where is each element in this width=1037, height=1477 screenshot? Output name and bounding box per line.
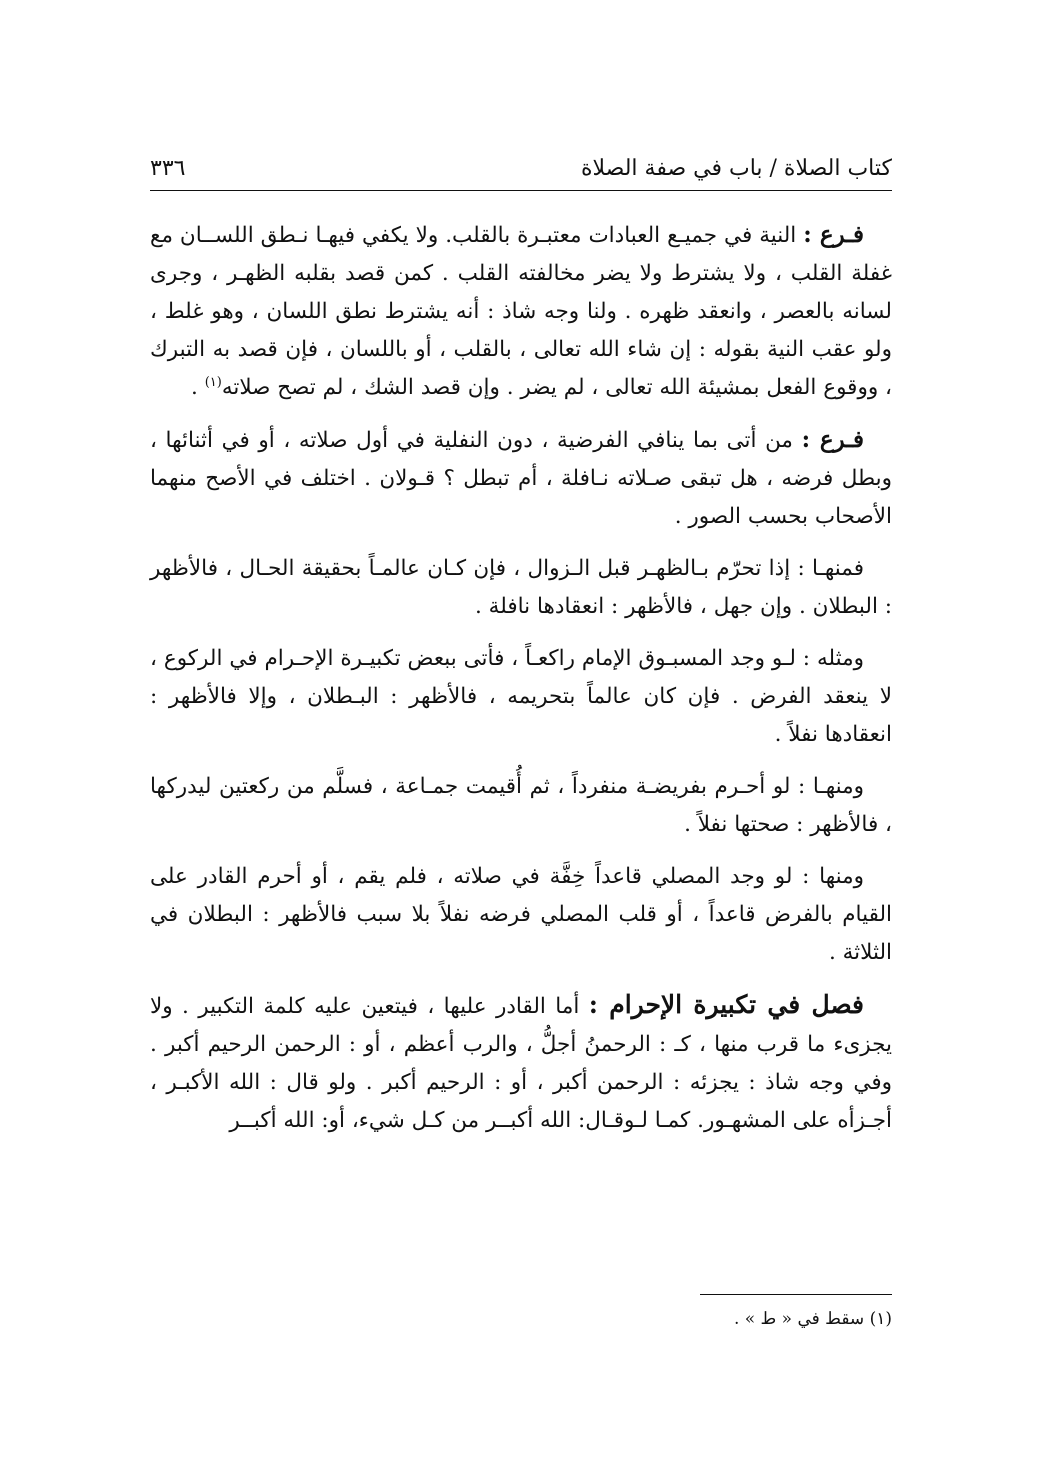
paragraph-minha-jamaa (150, 768, 892, 844)
paragraph-far-fardiyya (150, 421, 892, 536)
footnote (650, 1306, 892, 1332)
paragraph-minha-qaid (150, 858, 892, 972)
paragraph-text: ومنهـا : لو أحـرم بفريضـة منفرداً ، ثم أُقيمت جمـاعة ، فسلَّم من ركعتين ليدركها ، فالأظهر : صحتها نفلاً . (150, 774, 892, 837)
paragraph-tail: . (191, 375, 205, 400)
footnote-reference[interactable]: (١) (204, 374, 222, 390)
paragraph-text: من أتى بما ينافي الفرضية ، دون النفلية في أول صلاته ، أو في أثنائها ، وبطل فرضه ، هل تبقى صـلاته نـافلة ، أم تبطل ؟ قـولان . اختلف في الأصح منهما الأصحاب بحسب الصور . (150, 428, 892, 529)
footnote-divider (700, 1294, 892, 1295)
chapter-title: كتاب الصلاة / باب في صفة الصلاة (581, 156, 892, 181)
paragraph-mithluhu-masbuq (150, 640, 892, 754)
paragraph-text: النية في جميـع العبادات معتبـرة بالقلب. ولا يكفي فيهـا نـطق اللســان مع غفلة القلب ، ولا يشترط ولا يضر مخالفته القلب . كمن قصد بقلبه الظهـر ، وجرى لسانه بالعصر ، وانعقد ظهره . ولنا وجه شاذ : أنه يشترط نطق اللسان ، وهو غلط ، ولو عقب النية بقوله : إن شاء الله تعالى ، بالقلب ، أو باللسان ، فإن قصد به التبرك ، ووقوع الفعل بمشيئة الله تعالى ، لم يضر . وإن قصد الشك ، لم تصح صلاته (150, 223, 892, 400)
footnote-number: (١) (869, 1309, 892, 1329)
paragraph-lead: فـرع : (803, 221, 864, 248)
paragraph-text: أما القادر عليها ، فيتعين عليه كلمة التكبير . ولا يجزىء ما قرب منها ، كـ : الرحمنُ أجلُّ ، والرب أعظم ، أو : الرحمن الرحيم أكبر . وفي وجه شاذ : يجزئه : الرحمن أكبر ، أو : الرحيم أكبر . ولو قال : الله الأكبـر ، أجـزأه على المشهـور. كمـا لـوقـال: الله أكبــر من كـل شيء، أو: الله أكبــر (150, 994, 892, 1133)
page-number: ٣٣٦ (150, 156, 186, 181)
running-header (150, 150, 892, 191)
section-heading: فصل في تكبيرة الإحرام : (588, 990, 865, 1019)
paragraph-text: فمنهـا : إذا تحرّم بـالظهـر قبل الـزوال ، فإن كـان عالمـاً بحقيقة الحـال ، فالأظهر : البطلان . وإن جهل ، فالأظهر : انعقادها نافلة . (150, 556, 892, 619)
paragraph-text: ومنها : لو وجد المصلي قاعداً خِفَّة في صلاته ، فلم يقم ، أو أحرم القادر على القيام بالفرض قاعداً ، أو قلب المصلي فرضه نفلاً بلا سبب فالأظهر : البطلان في الثلاثة . (150, 864, 892, 965)
paragraph-minha-zuhr (150, 550, 892, 626)
paragraph-far-niyya (150, 216, 892, 407)
paragraph-text: ومثله : لـو وجد المسبـوق الإمام راكعـاً ، فأتى ببعض تكبيـرة الإحـرام في الركوع ، لا ينعقد الفرض . فإن كان عالماً بتحريمه ، فالأظهر : البـطلان ، وإلا فالأظهر : انعقادها نفلاً . (150, 646, 892, 747)
paragraph-fasl-takbir (150, 986, 892, 1140)
footnote-text: سقط في « ط » . (733, 1309, 865, 1329)
paragraph-lead: فـرع : (801, 426, 864, 453)
main-text (150, 216, 892, 1154)
